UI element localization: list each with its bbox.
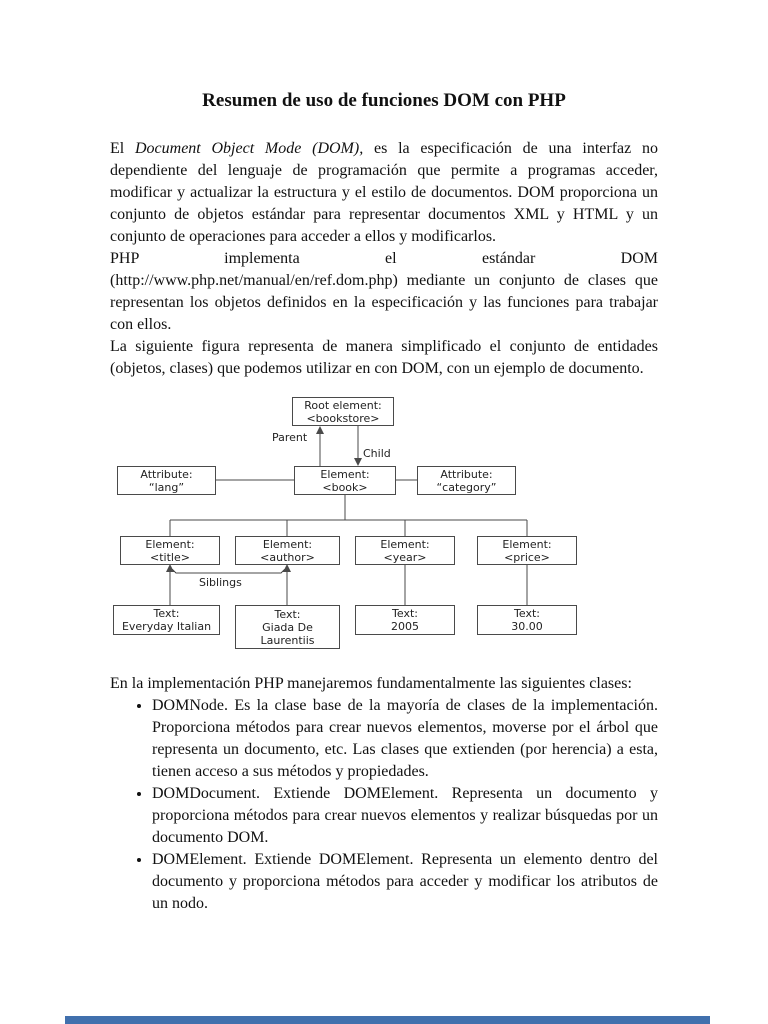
node-line: 2005 [391, 620, 419, 633]
node-line: Attribute: [140, 467, 193, 481]
node-text-giada-de-laurentiis [235, 605, 340, 649]
node-line: <book> [322, 480, 368, 494]
page-title: Resumen de uso de funciones DOM con PHP [202, 90, 566, 111]
node-line: <bookstore> [306, 411, 380, 425]
node-line: Everyday Italian [121, 620, 212, 633]
node-line: <title> [150, 550, 190, 564]
node-line: 30.00 [511, 620, 543, 633]
intro-text-pre: El [110, 140, 135, 157]
node-text-30-00 [477, 605, 577, 635]
paragraph-php-rest: (http://www.php.net/manual/en/ref.dom.php) mediante un conjunto de clases que representan los objetos definidos en la especificación y las funciones para trabajar con ellos. [110, 272, 658, 333]
list-item-domelement: • DOMElement. Extiende DOMElement. Representa un elemento dentro del documento y proporciona métodos para acceder y modificar los atributos de un nodo. [152, 849, 658, 915]
node-element-year [355, 536, 455, 565]
paragraph-intro [110, 138, 658, 248]
node-line: Element: [262, 537, 313, 551]
node-element-title [120, 536, 220, 565]
intro-text-italic: Document Object Mode (DOM), [134, 140, 364, 157]
node-line: Text: [514, 607, 540, 620]
node-line: Element: [502, 537, 552, 551]
paragraph-figure-intro: La siguiente figura representa de manera simplificado el conjunto de entidades (objetos, clases) que podemos utilizar en con DOM, con un ejemplo de documento. [110, 338, 658, 377]
paragraph-classes-intro: En la implementación PHP manejaremos fundamentalmente las siguientes clases: [110, 675, 632, 692]
node-element-author [235, 536, 340, 565]
node-attribute-lang [117, 466, 216, 495]
node-line: Root element: [304, 398, 382, 412]
list-item-domdocument: • DOMDocument. Extiende DOMElement. Representa un documento y proporciona métodos para crear nuevos elementos y realizar búsquedas por un documento DOM. [152, 783, 658, 849]
node-text-everyday-italian [113, 605, 220, 635]
child-arrow-label: Child [363, 447, 391, 460]
node-line: Laurentiis [260, 633, 315, 647]
node-line: Giada De [262, 620, 313, 634]
node-line: Element: [145, 537, 195, 551]
node-element-book [294, 466, 396, 495]
node-line: Text: [392, 607, 418, 620]
node-line: <year> [383, 550, 427, 564]
node-text-2005 [355, 605, 455, 635]
node-line: Text: [153, 607, 180, 620]
node-line: Attribute: [440, 467, 493, 481]
node-line: “category” [436, 480, 497, 494]
siblings-arrow-label: Siblings [199, 576, 242, 589]
paragraph-php-spread-line: PHP implementa el estándar DOM [110, 250, 658, 267]
node-line: “lang” [148, 480, 185, 494]
node-line: <price> [504, 550, 550, 564]
parent-arrow-label: Parent [272, 431, 308, 444]
node-line: <author> [260, 550, 315, 564]
node-line: Text: [274, 607, 301, 621]
intro-text-rest: es la especificación de una interfaz no dependiente del lenguaje de programación que permite a programas acceder, modificar y actualizar la estructura y el estilo de documentos. DOM proporciona un conjunto de objetos estándar para representar documentos XML y HTML y un conjunto de operaciones para acceder a ellos y modificarlos. [110, 140, 658, 245]
node-line: Element: [380, 537, 430, 551]
node-element-price [477, 536, 577, 565]
next-page-edge [65, 1016, 710, 1024]
list-item-domnode: • DOMNode. Es la clase base de la mayoría de clases de la implementación. Proporciona métodos para crear nuevos elementos, moverse por el árbol que representa un documento, etc. Las clases que extienden (por herencia) a esta, tienen acceso a sus métodos y propiedades. [152, 695, 658, 783]
dom-tree-diagram [0, 390, 768, 655]
node-root-element [292, 397, 394, 426]
node-line: Element: [320, 467, 370, 481]
classes-list [110, 695, 658, 915]
node-attribute-category [417, 466, 516, 495]
